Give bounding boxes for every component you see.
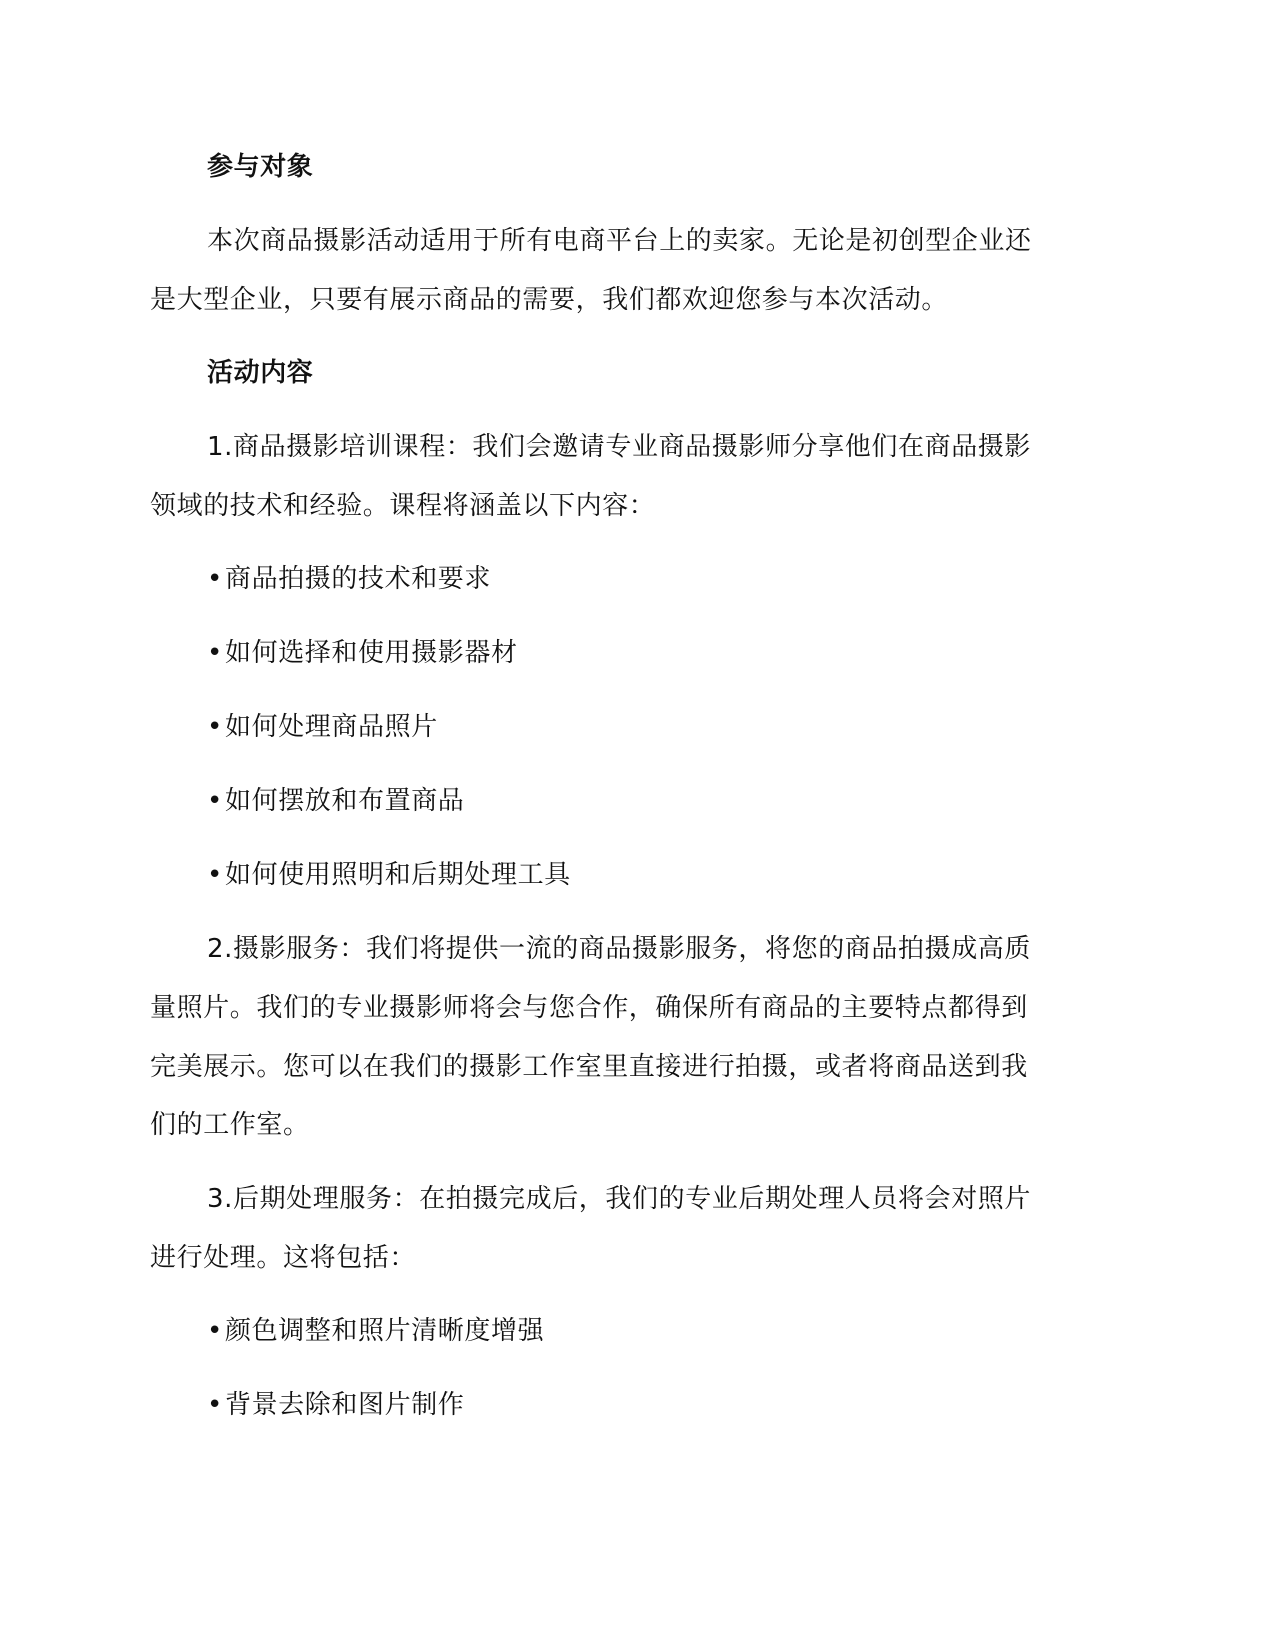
bullet-text: 如何使用照明和后期处理工具: [225, 860, 571, 890]
paragraph-line: 是大型企业，只要有展示商品的需要，我们都欢迎您参与本次活动。: [150, 285, 949, 315]
bullet-dot-icon: •: [207, 1390, 223, 1420]
bullet-dot-icon: •: [207, 712, 223, 742]
item-3-line: 进行处理。这将包括：: [150, 1243, 417, 1273]
item-2-line: 量照片。我们的专业摄影师将会与您合作，确保所有商品的主要特点都得到: [150, 993, 1028, 1023]
bullet-dot-icon: •: [207, 564, 223, 594]
item-2-line: 们的工作室。: [150, 1110, 310, 1140]
bullet-dot-icon: •: [207, 638, 223, 668]
item-3-line: 3.后期处理服务：在拍摄完成后，我们的专业后期处理人员将会对照片: [207, 1184, 1032, 1214]
bullet-dot-icon: •: [207, 786, 223, 816]
bullet-text: 如何选择和使用摄影器材: [225, 638, 518, 668]
bullet-text: 颜色调整和照片清晰度增强: [225, 1316, 545, 1346]
bullet-item: [207, 1387, 1182, 1423]
bullet-item: [207, 1313, 1182, 1349]
bullet-item: [207, 783, 1182, 819]
item-1-line: 领域的技术和经验。课程将涵盖以下内容：: [150, 491, 656, 521]
bullet-item: [207, 709, 1182, 745]
bullet-text: 商品拍摄的技术和要求: [225, 564, 492, 594]
bullet-item: [207, 857, 1182, 893]
paragraph-line: 本次商品摄影活动适用于所有电商平台上的卖家。无论是初创型企业还: [207, 226, 1032, 256]
bullet-text: 背景去除和图片制作: [225, 1390, 465, 1420]
bullet-item: [207, 635, 1182, 671]
bullet-dot-icon: •: [207, 860, 223, 890]
section-heading-activity: 活动内容: [207, 358, 314, 388]
item-2-line: 2.摄影服务：我们将提供一流的商品摄影服务，将您的商品拍摄成高质: [207, 934, 1032, 964]
bullet-item: [207, 561, 1182, 597]
bullet-text: 如何处理商品照片: [225, 712, 438, 742]
item-2-line: 完美展示。您可以在我们的摄影工作室里直接进行拍摄，或者将商品送到我: [150, 1052, 1028, 1082]
section-heading-participants: 参与对象: [207, 152, 314, 182]
item-1-line: 1.商品摄影培训课程：我们会邀请专业商品摄影师分享他们在商品摄影: [207, 432, 1032, 462]
bullet-text: 如何摆放和布置商品: [225, 786, 465, 816]
bullet-dot-icon: •: [207, 1316, 223, 1346]
